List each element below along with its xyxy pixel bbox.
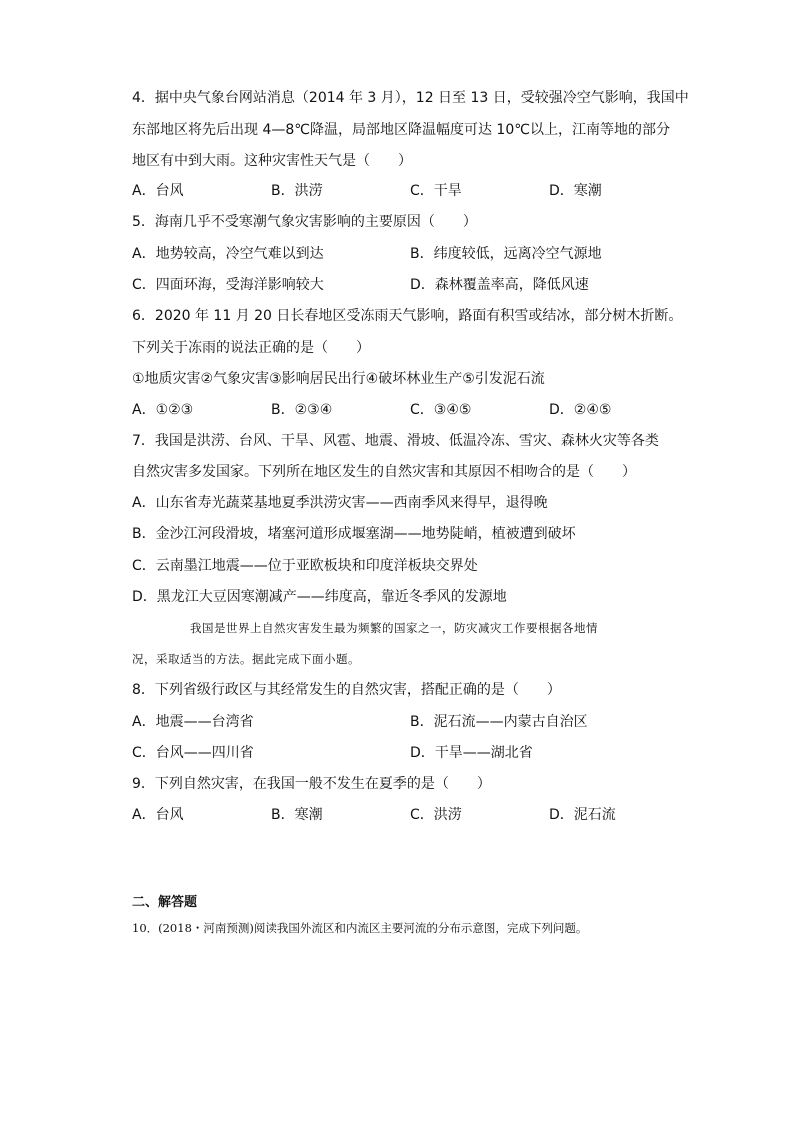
- q9-option-c: C．洪涝: [410, 807, 462, 823]
- q7-option-b: B．金沙江河段滑坡，堵塞河道形成堰塞湖——地势陡峭，植被遭到破坏: [132, 526, 576, 542]
- reading-note-line-2: 况，采取适当的方法。据此完成下面小题。: [132, 652, 360, 666]
- q4-option-c: C．干旱: [410, 183, 462, 199]
- q7-option-d: D．黑龙江大豆因寒潮减产——纬度高，靠近冬季风的发源地: [132, 589, 507, 605]
- q7-line-2: 自然灾害多发国家。下列所在地区发生的自然灾害和其原因不相吻合的是（ ）: [132, 464, 636, 480]
- q8-line-1: 8．下列省级行政区与其经常发生的自然灾害，搭配正确的是（ ）: [132, 682, 561, 698]
- q4-option-d: D．寒潮: [549, 183, 602, 199]
- q8-option-d: D．干旱——湖北省: [410, 745, 533, 761]
- q5-option-b: B．纬度较低，远离冷空气源地: [410, 246, 602, 262]
- q4-line-1: 4．据中央气象台网站消息（2014 年 3 月），12 日至 13 日，受较强冷空气影响，我国中: [132, 90, 689, 106]
- q8-option-b: B．泥石流——内蒙古自治区: [410, 714, 588, 730]
- q7-option-c: C．云南墨江地震——位于亚欧板块和印度洋板块交界处: [132, 558, 478, 574]
- q7-line-1: 7．我国是洪涝、台风、干旱、风雹、地震、滑坡、低温冷冻、雪灾、森林火灾等各类: [132, 433, 659, 449]
- q6-option-a: A．①②③: [132, 402, 194, 418]
- q4-line-2: 东部地区将先后出现 4—8℃降温，局部地区降温幅度可达 10℃以上，江南等地的部分: [132, 122, 670, 138]
- section-title: 二、解答题: [132, 895, 198, 910]
- q4-option-a: A．台风: [132, 183, 184, 199]
- q8-option-c: C．台风——四川省: [132, 745, 254, 761]
- q9-option-d: D．泥石流: [549, 807, 616, 823]
- q7-option-a: A．山东省寿光蔬菜基地夏季洪涝灾害——西南季风来得早，退得晚: [132, 495, 548, 511]
- q6-line-1: 6．2020 年 11 月 20 日长春地区受冻雨天气影响，路面有积雪或结冰，部分树木折断。: [132, 308, 683, 324]
- q5-option-d: D．森林覆盖率高，降低风速: [410, 277, 589, 293]
- q6-option-b: B．②③④: [271, 402, 333, 418]
- q6-line-3: ①地质灾害②气象灾害③影响居民出行④破坏林业生产⑤引发泥石流: [132, 371, 545, 387]
- q6-line-2: 下列关于冻雨的说法正确的是（ ）: [132, 340, 370, 356]
- q5-option-a: A．地势较高，冷空气难以到达: [132, 246, 324, 262]
- q5-option-c: C．四面环海，受海洋影响较大: [132, 277, 324, 293]
- q6-option-c: C．③④⑤: [410, 402, 472, 418]
- q10-line-1: 10．(2018・河南预测)阅读我国外流区和内流区主要河流的分布示意图，完成下列问题。: [132, 921, 588, 935]
- reading-note-line-1: 我国是世界上自然灾害发生最为频繁的国家之一，防灾减灾工作要根据各地情: [190, 621, 598, 635]
- q4-option-b: B．洪涝: [271, 183, 323, 199]
- q8-option-a: A．地震——台湾省: [132, 714, 254, 730]
- q5-line-1: 5．海南几乎不受寒潮气象灾害影响的主要原因（ ）: [132, 214, 477, 230]
- q4-line-3: 地区有中到大雨。这种灾害性天气是（ ）: [132, 153, 412, 169]
- q6-option-d: D．②④⑤: [549, 402, 612, 418]
- q9-option-b: B．寒潮: [271, 807, 323, 823]
- q9-line-1: 9．下列自然灾害，在我国一般不发生在夏季的是（ ）: [132, 776, 491, 792]
- q9-option-a: A．台风: [132, 807, 184, 823]
